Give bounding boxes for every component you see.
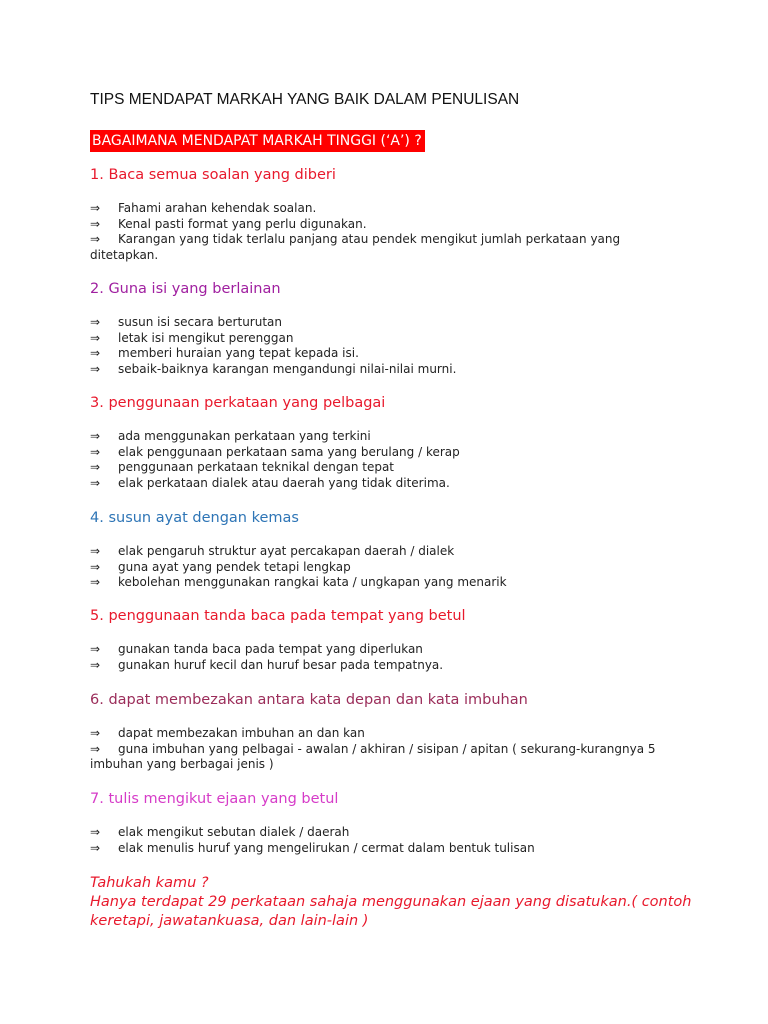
arrow-icon: ⇒ bbox=[90, 429, 101, 443]
section-heading: 7. tulis mengikut ejaan yang betul bbox=[90, 791, 339, 807]
list-item: ⇒ Fahami arahan kehendak soalan. bbox=[90, 201, 317, 215]
arrow-icon: ⇒ bbox=[90, 444, 101, 459]
section-heading: 1. Baca semua soalan yang diberi bbox=[90, 167, 336, 183]
section-heading: 5. penggunaan tanda baca pada tempat yang betul bbox=[90, 608, 466, 624]
section-1 bbox=[90, 165, 690, 263]
list-item: ⇒ dapat membezakan imbuhan an dan kan bbox=[90, 726, 365, 740]
section-heading: 3. penggunaan perkataan yang pelbagai bbox=[90, 395, 386, 411]
list-item: ⇒ elak penggunaan perkataan sama yang berulang / kerap bbox=[90, 444, 460, 459]
arrow-icon: ⇒ bbox=[90, 642, 101, 656]
arrow-icon: ⇒ bbox=[90, 232, 101, 246]
bullet-list bbox=[90, 544, 690, 591]
list-item: ⇒ gunakan huruf kecil dan huruf besar pada tempatnya. bbox=[90, 657, 444, 672]
arrow-icon: ⇒ bbox=[90, 201, 101, 215]
list-item: ⇒ ada menggunakan perkataan yang terkini bbox=[90, 429, 371, 443]
arrow-icon: ⇒ bbox=[90, 361, 101, 376]
list-item: ⇒ Kenal pasti format yang perlu digunakan. bbox=[90, 216, 367, 231]
bullet-list bbox=[90, 825, 690, 856]
list-item: ⇒ letak isi mengikut perenggan bbox=[90, 330, 294, 345]
list-item: ⇒ guna ayat yang pendek tetapi lengkap bbox=[90, 559, 351, 574]
section-heading: 2. Guna isi yang berlainan bbox=[90, 281, 281, 297]
list-item: ⇒ elak mengikut sebutan dialek / daerah bbox=[90, 825, 350, 839]
section-2 bbox=[90, 279, 690, 377]
highlight-banner: BAGAIMANA MENDAPAT MARKAH TINGGI (‘A’) ? bbox=[90, 130, 425, 152]
arrow-icon: ⇒ bbox=[90, 330, 101, 345]
list-item: ⇒ elak perkataan dialek atau daerah yang tidak diterima. bbox=[90, 475, 450, 490]
list-item: ⇒ susun isi secara berturutan bbox=[90, 315, 283, 329]
did-you-know-title: Tahukah kamu ? bbox=[90, 875, 209, 891]
list-item: ⇒ elak menulis huruf yang mengelirukan / cermat dalam bentuk tulisan bbox=[90, 840, 535, 855]
arrow-icon: ⇒ bbox=[90, 475, 101, 490]
list-item: ⇒ gunakan tanda baca pada tempat yang diperlukan bbox=[90, 642, 423, 656]
did-you-know-note bbox=[90, 874, 710, 931]
section-6 bbox=[90, 690, 690, 773]
bullet-list bbox=[90, 315, 690, 377]
list-item: ⇒ elak pengaruh struktur ayat percakapan daerah / dialek bbox=[90, 544, 455, 558]
section-4 bbox=[90, 508, 690, 591]
section-heading: 4. susun ayat dengan kemas bbox=[90, 510, 299, 526]
arrow-icon: ⇒ bbox=[90, 840, 101, 855]
arrow-icon: ⇒ bbox=[90, 315, 101, 329]
arrow-icon: ⇒ bbox=[90, 559, 101, 574]
arrow-icon: ⇒ bbox=[90, 460, 101, 474]
arrow-icon: ⇒ bbox=[90, 741, 101, 756]
arrow-icon: ⇒ bbox=[90, 825, 101, 839]
bullet-list bbox=[90, 726, 690, 773]
section-7 bbox=[90, 789, 690, 856]
list-item: ⇒ penggunaan perkataan teknikal dengan tepat bbox=[90, 460, 395, 474]
section-5 bbox=[90, 606, 690, 673]
arrow-icon: ⇒ bbox=[90, 657, 101, 672]
section-3 bbox=[90, 393, 690, 491]
section-heading: 6. dapat membezakan antara kata depan dan kata imbuhan bbox=[90, 692, 528, 708]
page-title: TIPS MENDAPAT MARKAH YANG BAIK DALAM PENULISAN bbox=[90, 91, 520, 108]
list-item: ⇒ sebaik-baiknya karangan mengandungi nilai-nilai murni. bbox=[90, 361, 457, 376]
arrow-icon: ⇒ bbox=[90, 544, 101, 558]
bullet-list bbox=[90, 201, 690, 263]
list-item: ⇒ guna imbuhan yang pelbagai - awalan / akhiran / sisipan / apitan ( sekurang-kurangnya 5 imbuhan yang berbagai jenis ) bbox=[90, 741, 656, 771]
arrow-icon: ⇒ bbox=[90, 575, 101, 589]
bullet-list bbox=[90, 642, 690, 673]
arrow-icon: ⇒ bbox=[90, 726, 101, 740]
list-item: ⇒ kebolehan menggunakan rangkai kata / ungkapan yang menarik bbox=[90, 575, 507, 589]
did-you-know-text: Hanya terdapat 29 perkataan sahaja menggunakan ejaan yang disatukan.( contoh keretapi, jawatankuasa, dan lain-lain ) bbox=[90, 894, 692, 929]
list-item: ⇒ memberi huraian yang tepat kepada isi. bbox=[90, 346, 359, 360]
arrow-icon: ⇒ bbox=[90, 216, 101, 231]
list-item: ⇒ Karangan yang tidak terlalu panjang atau pendek mengikut jumlah perkataan yang ditetapkan. bbox=[90, 232, 621, 262]
bullet-list bbox=[90, 429, 690, 491]
arrow-icon: ⇒ bbox=[90, 346, 101, 360]
